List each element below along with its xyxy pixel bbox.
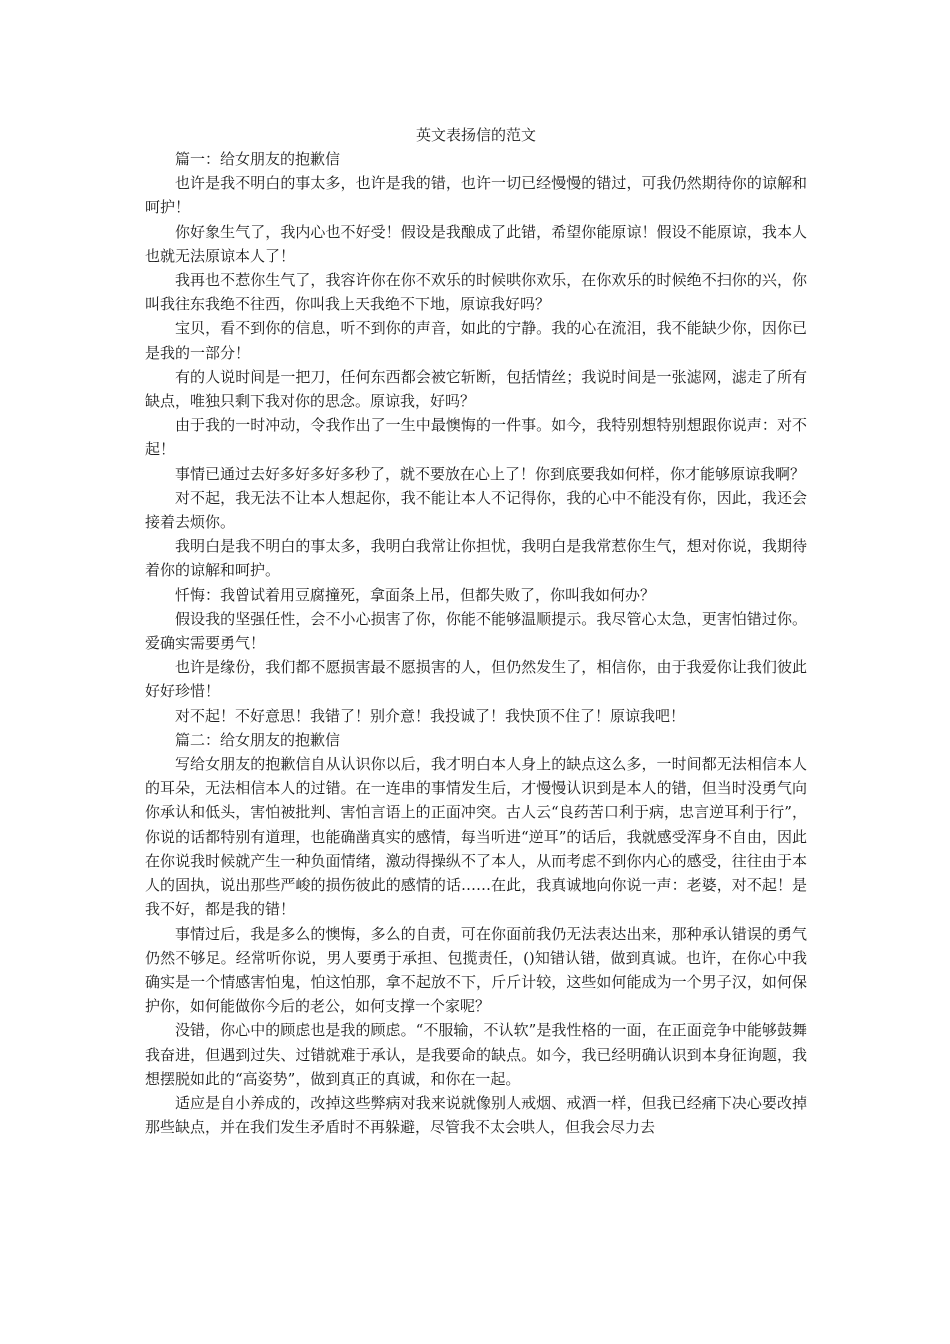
- paragraph: 假设我的坚强任性，会不小心损害了你，你能不能够温顺提示。我尽管心太急，更害怕错过你。爱确实需要勇气！: [145, 609, 807, 653]
- paragraph: 事情过后，我是多么的懊悔，多么的自责，可在你面前我仍无法表达出来，那种承认错误的勇气仍然不够足。经常听你说，男人要勇于承担、包揽责任，()知错认错，做到真诚。也许，在你心中我确实是一个情感害怕鬼，怕这怕那，拿不起放不下，斤斤计较，这些如何能成为一个男子汉，如何保护你，如何能做你今后的老公，如何支撑一个家呢？: [145, 924, 807, 1016]
- paragraph: 忏悔：我曾试着用豆腐撞死，拿面条上吊，但都失败了，你叫我如何办？: [175, 585, 656, 604]
- paragraph: 有的人说时间是一把刀，任何东西都会被它斩断，包括情丝；我说时间是一张滤网，滤走了所有缺点，唯独只剩下我对你的思念。原谅我，好吗？: [145, 367, 807, 411]
- paragraph: 由于我的一时冲动，令我作出了一生中最懊悔的一件事。如今，我特别想特别想跟你说声：对不起！: [145, 416, 807, 459]
- paragraph: 写给女朋友的抱歉信自从认识你以后，我才明白本人身上的缺点这么多，一时间都无法相信本人的耳朵，无法相信本人的过错。在一连串的事情发生后，才慢慢认识到是本人的错，但当时没勇气向你承认和低头，害怕被批判、害怕言语上的正面冲突。古人云“良药苦口利于病，忠言逆耳利于行”，你说的话都特别有道理，也能确凿真实的感情，每当听进“逆耳”的话后，我就感受浑身不自由，因此在你说我时候就产生一种负面情绪，激动得操纵不了本人，从而考虑不到你内心的感受，往往由于本人的固执，说出那些严峻的损伤彼此的感情的话……在此，我真诚地向你说一声：老婆，对不起！是我不好，都是我的错！: [145, 755, 807, 919]
- document-body: [145, 147, 807, 1139]
- paragraph: 对不起，我无法不让本人想起你，我不能让本人不记得你，我的心中不能没有你，因此，我还会接着去烦你。: [145, 488, 807, 532]
- section-heading: 篇二：给女朋友的抱歉信: [175, 730, 341, 749]
- paragraph: 没错，你心中的顾虑也是我的顾虑。“不服输，不认软”是我性格的一面，在正面竞争中能够鼓舞我奋进，但遇到过失、过错就难于承认，是我要命的缺点。如今，我已经明确认识到本身征询题，我想摆脱如此的“高姿势”，做到真正的真诚，和你在一起。: [145, 1021, 807, 1088]
- paragraph: 我再也不惹你生气了，我容许你在你不欢乐的时候哄你欢乐，在你欢乐的时候绝不扫你的兴，你叫我往东我绝不往西，你叫我上天我绝不下地，原谅我好吗？: [145, 271, 807, 314]
- section-heading: 篇一：给女朋友的抱歉信: [175, 150, 341, 168]
- paragraph: 你好象生气了，我内心也不好受！假设是我酿成了此错，希望你能原谅！假设不能原谅，我本人也就无法原谅本人了！: [145, 222, 807, 265]
- paragraph: 也许是我不明白的事太多，也许是我的错，也许一切已经慢慢的错过，可我仍然期待你的谅解和呵护！: [145, 174, 807, 217]
- paragraph: 也许是缘份，我们都不愿损害最不愿损害的人，但仍然发生了，相信你，由于我爱你让我们彼此好好珍惜！: [145, 658, 807, 701]
- paragraph: 我明白是我不明白的事太多，我明白我常让你担忧，我明白是我常惹你生气，想对你说，我期待着你的谅解和呵护。: [145, 537, 807, 580]
- document-title: 英文表扬信的范文: [415, 126, 536, 144]
- paragraph: 适应是自小养成的，改掉这些弊病对我来说就像别人戒烟、戒酒一样，但我已经痛下决心要改掉那些缺点，并在我们发生矛盾时不再躲避，尽管我不太会哄人，但我会尽力去: [145, 1093, 807, 1137]
- paragraph: 事情已通过去好多好多好多秒了，就不要放在心上了！你到底要我如何样，你才能够原谅我啊？: [175, 464, 806, 483]
- paragraph: 宝贝，看不到你的信息，听不到你的声音，如此的宁静。我的心在流泪，我不能缺少你，因你已是我的一部分！: [145, 319, 807, 362]
- paragraph: 对不起！不好意思！我错了！别介意！我投诚了！我快顶不住了！原谅我吧！: [175, 706, 686, 725]
